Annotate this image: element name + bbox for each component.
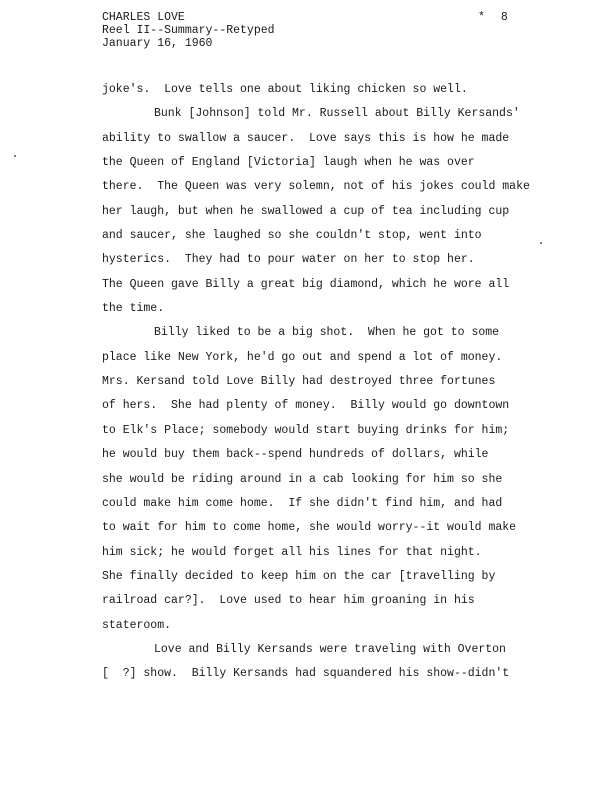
scan-speck	[14, 155, 16, 157]
header-reel: Reel II--Summary--Retyped	[102, 24, 275, 37]
page-marker	[478, 11, 508, 24]
text-line: The Queen gave Billy a great big diamond, which he wore all	[102, 277, 510, 291]
header-date: January 16, 1960	[102, 37, 213, 50]
text-line: hysterics. They had to pour water on her to stop her.	[102, 253, 475, 267]
text-line: ability to swallow a saucer. Love says this is how he made	[102, 131, 510, 145]
page-star: *	[478, 11, 485, 24]
text-line: the Queen of England [Victoria] laugh when he was over	[102, 156, 475, 170]
text-line: Mrs. Kersand told Love Billy had destroyed three fortunes	[102, 375, 496, 389]
text-line: him sick; he would forget all his lines for that night.	[102, 545, 482, 559]
text-line: and saucer, she laughed so she couldn't stop, went into	[102, 229, 482, 243]
text-line: joke's. Love tells one about liking chicken so well.	[102, 83, 468, 96]
text-line: railroad car?]. Love used to hear him groaning in his	[102, 594, 475, 608]
header-name: CHARLES LOVE	[102, 11, 185, 24]
text-line: she would be riding around in a cab looking for him so she	[102, 472, 503, 486]
text-line: he would buy them back--spend hundreds of dollars, while	[102, 448, 489, 462]
text-line: place like New York, he'd go out and spend a lot of money.	[102, 350, 503, 364]
text-line: Billy liked to be a big shot. When he got to some	[154, 326, 500, 340]
text-line: the time.	[102, 302, 165, 316]
text-line: She finally decided to keep him on the car [travelling by	[102, 569, 496, 583]
text-line: [ ?] show. Billy Kersands had squandered his show--didn't	[102, 667, 510, 681]
body-text	[102, 78, 572, 687]
document-header	[102, 11, 275, 50]
text-line: could make him come home. If she didn't find him, and had	[102, 496, 503, 510]
page-number: 8	[500, 11, 508, 24]
text-line: Bunk [Johnson] told Mr. Russell about Billy Kersands'	[154, 107, 520, 121]
text-line: to Elk's Place; somebody would start buying drinks for him;	[102, 423, 510, 437]
text-line: of hers. She had plenty of money. Billy would go downtown	[102, 399, 510, 413]
text-line: to wait for him to come home, she would worry--it would make	[102, 521, 517, 535]
text-line: her laugh, but when he swallowed a cup of tea including cup	[102, 204, 510, 218]
text-line: Love and Billy Kersands were traveling with Overton	[154, 642, 506, 656]
text-line: stateroom.	[102, 618, 172, 632]
scan-speck	[540, 242, 542, 244]
text-line: there. The Queen was very solemn, not of his jokes could make	[102, 180, 530, 194]
